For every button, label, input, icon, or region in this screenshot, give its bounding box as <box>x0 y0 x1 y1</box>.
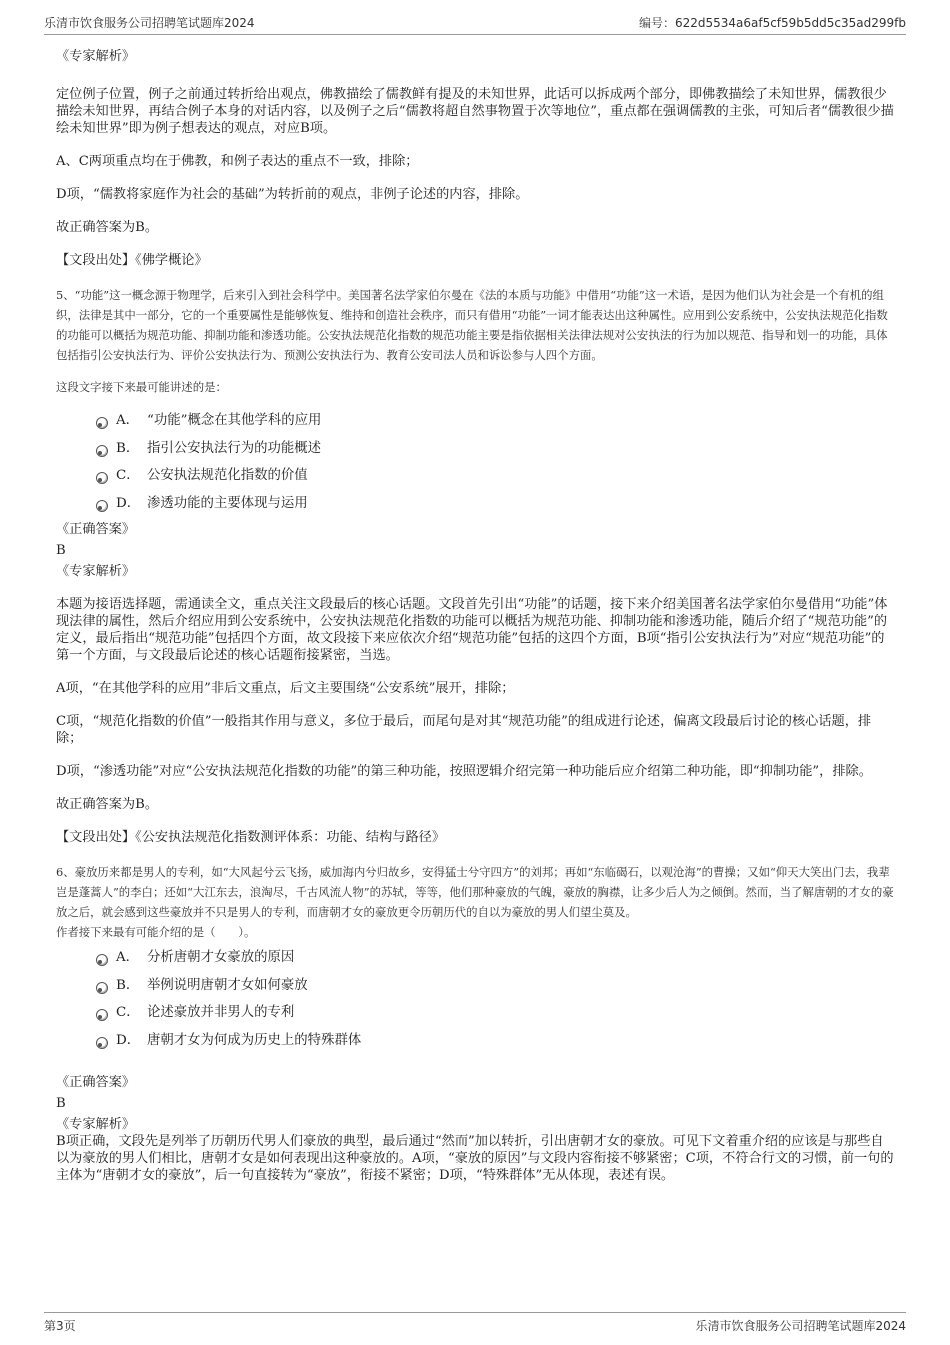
radio-icon[interactable] <box>96 417 108 429</box>
option-letter: C． <box>116 1005 140 1020</box>
q6-analysis-label: 《专家解析》 <box>56 1117 136 1132</box>
q5-analysis-a: A项，“在其他学科的应用”非后文重点，后文主要围绕“公安系统”展开，排除； <box>56 681 515 696</box>
q6-answer-label: 《正确答案》 <box>56 1075 136 1090</box>
option-letter: A． <box>116 413 140 428</box>
q4-analysis-label: 《专家解析》 <box>56 49 136 64</box>
page-number: 第3页 <box>44 1319 76 1333</box>
q4-conclusion: 故正确答案为B。 <box>56 220 159 235</box>
option-letter: B． <box>116 440 140 456</box>
radio-icon[interactable] <box>96 500 108 512</box>
q5-answer: B <box>56 543 66 558</box>
q6-analysis: B项正确，文段先是列举了历朝历代男人们豪放的典型，最后通过“然而”加以转折，引出唐朝才女的豪放。可见下文着重介绍的应该是与那些自以为豪放的男人们相比，唐朝才女是如何表现出这种豪放的。A项，“豪放的原因”与文段内容衔接不够紧密；C项，不符合行文的习惯，前一句的主体为“唐朝才女的豪放”，后一句直接转为“豪放”，衔接不紧密；D项，“特殊群体”无从体现，表述有误。 <box>56 1134 894 1183</box>
q5-option-b[interactable] <box>56 439 896 467</box>
q6-option-b[interactable] <box>56 976 896 1004</box>
q5-option-d[interactable] <box>56 494 896 522</box>
q6-option-a[interactable] <box>56 948 896 976</box>
option-letter: D． <box>116 1032 141 1048</box>
radio-icon[interactable] <box>96 445 108 457</box>
page-footer <box>44 1312 906 1335</box>
radio-icon[interactable] <box>96 1037 108 1049</box>
option-text: 分析唐朝才女豪放的原因 <box>147 950 295 965</box>
q6-options <box>56 948 896 1058</box>
option-letter: C． <box>116 468 140 483</box>
q6-option-c[interactable] <box>56 1003 896 1031</box>
q5-option-c[interactable] <box>56 466 896 494</box>
header-title: 乐清市饮食服务公司招聘笔试题库2024 <box>44 16 255 30</box>
q5-analysis: 本题为接语选择题，需通读全文，重点关注文段最后的核心话题。文段首先引出“功能”的话题，接下来介绍美国著名法学家伯尔曼借用“功能”体现法律的属性，然后介绍应用到公安系统中，公安执法规范化指数的功能可以概括为规范功能、抑制功能和渗透功能，随后介绍了“规范功能”的定义，最后指出“规范功能”包括四个方面，故文段接下来应依次介绍“规范功能”包括的这四个方面，B项“指引公安执法行为”对应“规范功能”的第一个方面，与文段最后论述的核心话题衔接紧密，当选。 <box>56 597 888 663</box>
radio-icon[interactable] <box>96 954 108 966</box>
page-content <box>56 44 896 1184</box>
radio-icon[interactable] <box>96 472 108 484</box>
option-text: “功能”概念在其他学科的应用 <box>147 413 322 428</box>
option-text: 唐朝才女为何成为历史上的特殊群体 <box>147 1032 362 1048</box>
q5-option-a[interactable] <box>56 411 896 439</box>
option-letter: A． <box>116 950 140 965</box>
q4-analysis-ac: A、C两项重点均在于佛教，和例子表达的重点不一致，排除； <box>56 154 419 169</box>
option-text: 论述豪放并非男人的专利 <box>147 1005 295 1020</box>
option-text: 公安执法规范化指数的价值 <box>147 468 308 483</box>
option-text: 指引公安执法行为的功能概述 <box>147 440 322 456</box>
q5-stem: 5、“功能”这一概念源于物理学，后来引入到社会科学中。美国著名法学家伯尔曼在《法的本质与功能》中借用“功能”这一术语，是因为他们认为社会是一个有机的组织，法律是其中一部分，它的一个重要属性是能够恢复、维持和创造社会秩序，而只有借用“功能”一词才能表达出这种属性。应用到公安系统中，公安执法规范化指数的功能可以概括为规范功能、抑制功能和渗透功能。公安执法规范化指数的规范功能主要是指依据相关法律法规对公安执法的行为加以规范、指导和划一的功能，具体包括指引公安执法行为、评价公安执法行为、预测公安执法行为、教育公安司法人员和诉讼参与人四个方面。 <box>56 288 888 362</box>
footer-title: 乐清市饮食服务公司招聘笔试题库2024 <box>695 1319 906 1333</box>
option-text: 渗透功能的主要体现与运用 <box>147 495 308 511</box>
q5-analysis-d: D项，“渗透功能”对应“公安执法规范化指数的功能”的第三种功能，按照逻辑介绍完第一种功能后应介绍第二种功能，即“抑制功能”，排除。 <box>56 764 872 779</box>
q4-source: 【文段出处】《佛学概论》 <box>56 253 208 268</box>
q6-stem: 6、豪放历来都是男人的专利，如“大风起兮云飞扬，威加海内兮归故乡，安得猛士兮守四方”的刘邦；再如“东临碣石，以观沧海”的曹操；又如“仰天大笑出门去，我辈岂是蓬蒿人”的李白；还如“大江东去，浪淘尽，千古风流人物”的苏轼，等等，他们那种豪放的气魄，豪放的胸襟，让多少后人为之倾倒。然而，当了解唐朝的才女的豪放之后，就会感到这些豪放并不只是男人的专利，而唐朝才女的豪放更令历朝历代的自以为豪放的男人们望尘莫及。 <box>56 865 894 919</box>
q5-answer-label: 《正确答案》 <box>56 522 136 537</box>
q5-analysis-c: C项，“规范化指数的价值”一般指其作用与意义，多位于最后，而尾句是对其“规范功能”的组成进行论述，偏离文段最后讨论的核心话题，排除； <box>56 714 872 746</box>
page-header <box>44 14 906 35</box>
q4-analysis: 定位例子位置，例子之前通过转折给出观点，佛教描绘了儒教鲜有提及的未知世界，此话可以拆成两个部分，即佛教描绘了未知世界，儒教很少描绘未知世界，再结合例子本身的对话内容，以及例子之后“儒教将超自然事物置于次等地位”，重点都在强调儒教的主张，可知后者“儒教很少描绘未知世界”即为例子想表达的观点，对应B项。 <box>56 87 894 136</box>
q5-conclusion: 故正确答案为B。 <box>56 797 159 812</box>
q4-analysis-d: D项，“儒教将家庭作为社会的基础”为转折前的观点，非例子论述的内容，排除。 <box>56 187 529 202</box>
q5-question: 这段文字接下来最可能讲述的是： <box>56 380 227 394</box>
q5-analysis-label: 《专家解析》 <box>56 564 136 579</box>
q6-answer: B <box>56 1096 66 1111</box>
radio-icon[interactable] <box>96 982 108 994</box>
q5-options <box>56 411 896 521</box>
q6-option-d[interactable] <box>56 1031 896 1059</box>
option-letter: D． <box>116 495 141 511</box>
q5-source: 【文段出处】《公安执法规范化指数测评体系：功能、结构与路径》 <box>56 830 446 845</box>
radio-icon[interactable] <box>96 1009 108 1021</box>
q6-question: 作者接下来最有可能介绍的是（ ）。 <box>56 925 256 939</box>
header-doc-id: 编号：622d5534a6af5cf59b5dd5c35ad299fb <box>638 16 906 30</box>
option-letter: B． <box>116 977 140 993</box>
option-text: 举例说明唐朝才女如何豪放 <box>147 977 308 993</box>
